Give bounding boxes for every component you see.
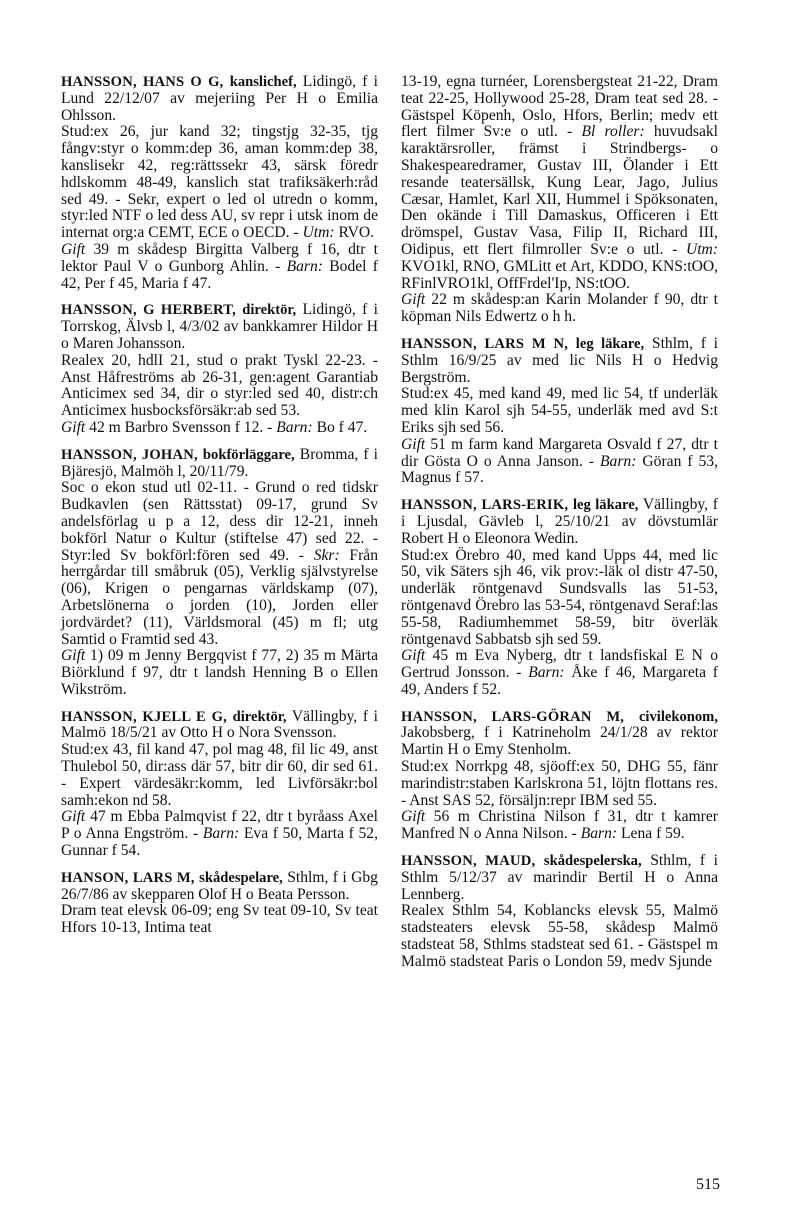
entry-paragraph xyxy=(61,420,378,437)
entry-header xyxy=(61,74,378,124)
entry-occupation: leg läkare, xyxy=(575,335,645,352)
entry-text: Soc o ekon stud utl 02-11. - Grund o red tidskr Budkavlen (sen Rättsstat) 09-17, grund Sv andelsförlag u p a 12, dess dir 12-21, inneh bokförl Natur o Kultur (stiftelse 47) sed 22. - Styr:led Sv bokförl:fören sed 49. - xyxy=(61,479,378,564)
entry-name: HANSSON, LARS-ERIK, xyxy=(401,497,569,514)
entry xyxy=(61,447,378,699)
entry-paragraph xyxy=(61,124,378,242)
entry-text: Stud:ex 45, med kand 49, med lic 54, tf underläk med klin Karol sjh 54-55, underläk med avd S:t Eriks sjh sed 56. xyxy=(401,385,718,436)
section-label: Gift xyxy=(401,808,426,826)
entry-name: HANSSON, G HERBERT, xyxy=(61,302,236,319)
entry-text: huvudsakl karaktärsroller, främst i Strindbergs- o Shakespearedramer, Gustav III, Ölander i Ett resande teatersällsk, Kung Lear, Jago, Julius Cæsar, Hamlet, Karl XII, Hummel i Spöksonaten, Den okände i Till Damaskus, Officeren i Ett drömspel, Gustav Vasa, Filip II, Richard III, Oidipus, ett flert filmroller Sv:e o utl. - xyxy=(401,123,718,258)
entry-paragraph xyxy=(401,437,718,487)
section-label: Gift xyxy=(401,291,426,309)
section-label: Gift xyxy=(61,808,86,826)
entry-text: Från herrgårdar till småbruk (05), Verklig självstyrelse (06), Krigen o pengarnas världskamp (07), Arbetslönerna o jorden (10), Jorden eller jordvärdet? (11), Världsmoral (45) m fl; utg Samtid o Framtid sed 43. xyxy=(61,546,378,648)
page-number: 515 xyxy=(696,1176,720,1193)
entry-name: HANSSON, KJELL E G, xyxy=(61,708,227,725)
entry-text: RVO. xyxy=(334,224,375,242)
entry-paragraph xyxy=(401,648,718,698)
entry-name: HANSSON, HANS O G, xyxy=(61,74,224,90)
entry xyxy=(401,709,718,843)
entry-occupation: kanslichef, xyxy=(229,74,297,90)
entry-text: Lidingö, f i Torrskog, Älvsb l, 4/3/02 av bankkamrer Hildor H o Maren Johansson. xyxy=(61,301,378,352)
entry-name: HANSSON, LARS M N, xyxy=(401,335,569,352)
entry-paragraph xyxy=(61,242,378,292)
entry-name: HANSSON, JOHAN, xyxy=(61,446,198,463)
entry-header xyxy=(401,336,718,386)
entry-occupation: direktör, xyxy=(232,708,287,725)
section-label: Barn: xyxy=(276,418,313,436)
entry xyxy=(61,74,378,292)
entry-text: 47 m Ebba Palmqvist f 22, dtr t byråass Axel P o Anna Engström. - xyxy=(61,808,378,843)
entry-header xyxy=(61,709,378,743)
entry-paragraph xyxy=(401,548,718,649)
entry-paragraph xyxy=(61,648,378,698)
entry-occupation: leg läkare, xyxy=(572,497,639,514)
entry-text: 42 m Barbro Svensson f 12. - xyxy=(85,418,277,436)
entry-occupation: direktör, xyxy=(242,302,297,319)
entry-text: Lena f 59. xyxy=(617,825,685,843)
entry-text: Bodel f 42, Per f 45, Maria f 47. xyxy=(61,257,378,292)
section-label: Utm: xyxy=(302,224,335,242)
entry-text: Bo f 47. xyxy=(312,418,368,436)
entry-paragraph xyxy=(61,903,378,937)
entry-occupation: skådespelare, xyxy=(199,869,283,886)
entry-name: HANSSON, MAUD, xyxy=(401,853,536,870)
entry-text: Realex Sthlm 54, Koblancks elevsk 55, Malmö stadsteaters elevsk 55-58, skådesp Malmö stadsteat 58, Sthlms stadsteat sed 61. - Gästspel m Malmö stadsteat Paris o London 59, medv Sjunde xyxy=(401,902,718,970)
entry-text: Göran f 53, Magnus f 57. xyxy=(401,452,718,487)
entry-text: Sthlm, f i Sthlm 16/9/25 av med lic Nils H o Hedvig Bergström. xyxy=(401,334,719,386)
section-label: Barn: xyxy=(600,452,637,470)
entry-text: Åke f 46, Margareta f 49, Anders f 52. xyxy=(401,664,718,698)
entry-header xyxy=(401,497,718,547)
entry-occupation: bokförläggare, xyxy=(202,446,295,463)
entry-header xyxy=(61,302,378,352)
entry-header xyxy=(61,447,378,481)
entry-text: 45 m Eva Nyberg, dtr t landsfiskal E N o Gertrud Jonsson. - xyxy=(401,647,718,682)
section-label: Gift xyxy=(61,240,86,258)
section-label: Gift xyxy=(61,418,86,436)
entry-text: Stud:ex Norrkpg 48, sjöoff:ex 50, DHG 55, fänr marindistr:staben Karlskrona 51, löjtn flottans res. - Anst SAS 52, försäljn:repr IBM sed 55. xyxy=(401,758,718,809)
entry-text: Realex 20, hdlI 21, stud o prakt Tyskl 22-23. - Anst Håfreströms ab 26-31, gen:agent Garantiab Anticimex sed 34, dir o styr:led sed 40, distr:ch Anticimex husbocksförsäkr:ab sed 53. xyxy=(61,351,378,420)
entry xyxy=(401,336,718,487)
entry-paragraph xyxy=(401,759,718,809)
entry-text: Stud:ex Örebro 40, med kand Upps 44, med lic 50, vik Säters sjh 46, vik prov:-läk ol distr 47-50, underläk röntgenavd Sundsvalls las 51-53, röntgenavd Örebro las 53-54, röntgenavd Seraf:las 55-58, Radiumhemmet 58-59, bitr överläk röntgenavd Sabbatsb sjh sed 59. xyxy=(401,546,718,648)
section-label: Barn: xyxy=(202,825,240,843)
entry-text: Lidingö, f i Lund 22/12/07 av mejeriing Per H o Emilia Ohlsson. xyxy=(61,73,378,124)
left-column xyxy=(61,74,378,940)
entry xyxy=(401,853,718,971)
entry xyxy=(401,497,718,699)
entry-text: KVO1kl, RNO, GMLitt et Art, KDDO, KNS:tOO, RFinlVRO1kl, OffFrdel'Ip, NS:tOO. xyxy=(401,257,718,292)
section-label: Barn: xyxy=(580,825,618,843)
right-column xyxy=(401,74,718,974)
entry-name: HANSSON, LARS-GÖRAN M, xyxy=(401,708,625,725)
entry xyxy=(61,709,378,860)
entry-header xyxy=(401,74,718,292)
entry-text: 13-19, egna turnéer, Lorensbergsteat 21-22, Dram teat 22-25, Hollywood 25-28, Dram teat sed 28. - Gästspel Köpenh, Oslo, Hfors, Berlin; medv ett flert filmer Sv:e o utl. - xyxy=(401,73,718,141)
entry-text: 56 m Christina Nilson f 31, dtr t kamrer Manfred N o Anna Nilson. - xyxy=(401,808,718,843)
entry xyxy=(61,870,378,937)
entry-text: Bromma, f i Bjäresjö, Malmöh l, 20/11/79. xyxy=(61,445,379,480)
section-label: Utm: xyxy=(685,240,718,258)
entry-header xyxy=(401,709,718,759)
section-label: Bl roller: xyxy=(581,123,645,141)
entry xyxy=(401,74,718,326)
entry-name: HANSON, LARS M, xyxy=(61,869,195,886)
entry-paragraph xyxy=(61,353,378,420)
entry-text: 1) 09 m Jenny Bergqvist f 77, 2) 35 m Märta Biörklund f 97, dtr t landsh Henning B o Ellen Wikström. xyxy=(61,647,378,698)
entry-text: Jakobsberg, f i Katrineholm 24/1/28 av rektor Martin H o Emy Stenholm. xyxy=(401,724,718,759)
entry-text: Stud:ex 43, fil kand 47, pol mag 48, fil lic 49, anst Thulebol 50, dir:ass där 57, bitr dir 60, dir sed 61. - Expert värdesäkr:komm, led Livförsäkr:bol samh:ekon nd 58. xyxy=(61,741,378,809)
entry-text: Eva f 50, Marta f 52, Gunnar f 54. xyxy=(61,825,378,860)
entry-paragraph xyxy=(401,903,718,970)
entry-occupation: skådespelerska, xyxy=(543,853,642,870)
section-label: Skr: xyxy=(313,546,340,564)
entry-text: 22 m skådesp:an Karin Molander f 90, dtr t köpman Nils Edwertz o h h. xyxy=(401,291,718,326)
entry-paragraph xyxy=(401,809,718,843)
section-label: Barn: xyxy=(286,257,323,275)
entry-paragraph xyxy=(61,480,378,648)
entry-text: Stud:ex 26, jur kand 32; tingstjg 32-35, tjg fångv:styr o komm:dep 36, aman komm:dep 38, kanslisekr 42, reg:rättssekr 43, särsk föredr hdlskomm 48-49, kanslich stat trafiksäkerh:råd sed 49. - Sekr, expert o led ol utredn o komm, styr:led NTF o led dess AU, sv repr i utsk inom de internat org:a CEMT, ECE o OECD. - xyxy=(61,123,378,242)
entry-text: Vällingby, f i Malmö 18/5/21 av Otto H o Nora Svensson. xyxy=(61,707,378,742)
entry-text: Sthlm, f i Sthlm 5/12/37 av marindir Bertil H o Anna Lennberg. xyxy=(401,852,718,903)
entry-header xyxy=(61,870,378,904)
entry-paragraph xyxy=(61,809,378,859)
section-label: Gift xyxy=(401,647,426,665)
entry-paragraph xyxy=(401,292,718,326)
entry-text: Vällingby, f i Ljusdal, Gävleb l, 25/10/21 av dövstumlär Robert H o Eleonora Wedin. xyxy=(401,496,718,547)
entry-occupation: civilekonom, xyxy=(638,708,718,725)
entry-text: 51 m farm kand Margareta Osvald f 27, dtr t dir Gösta O o Anna Janson. - xyxy=(401,435,718,470)
entry xyxy=(61,302,378,436)
entry-text: Dram teat elevsk 06-09; eng Sv teat 09-10, Sv teat Hfors 10-13, Intima teat xyxy=(61,902,378,937)
section-label: Gift xyxy=(61,647,86,665)
entry-text: 39 m skådesp Birgitta Valberg f 16, dtr t lektor Paul V o Gunborg Ahlin. - xyxy=(61,240,378,275)
entry-text: Sthlm, f i Gbg 26/7/86 av skepparen Olof H o Beata Persson. xyxy=(61,868,378,903)
section-label: Gift xyxy=(401,435,426,453)
entry-paragraph xyxy=(401,386,718,436)
entry-header xyxy=(401,853,718,903)
section-label: Barn: xyxy=(528,664,565,682)
entry-paragraph xyxy=(61,742,378,809)
